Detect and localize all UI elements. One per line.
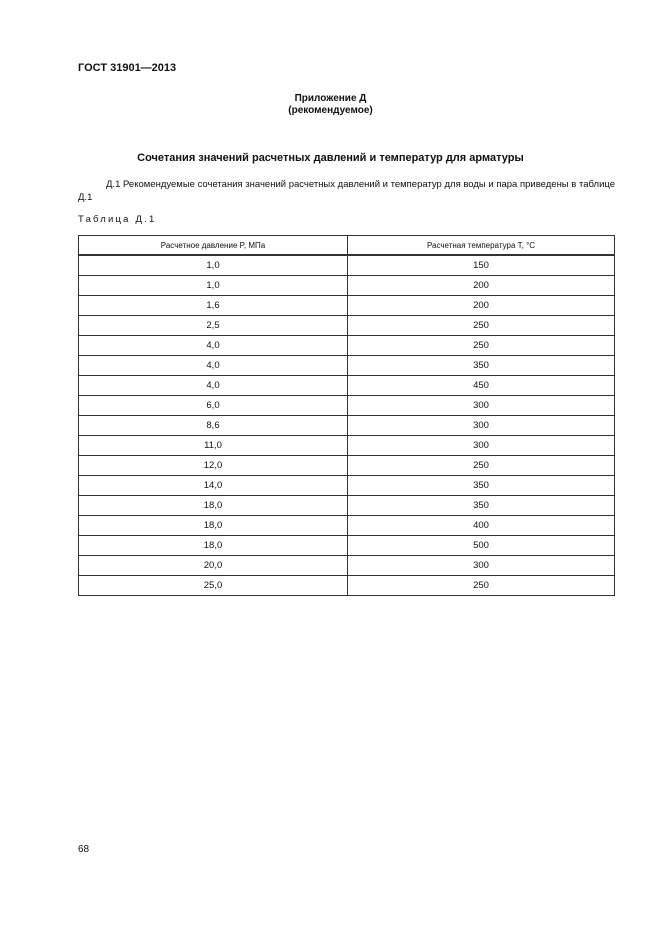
- cell-pressure: 4,0: [79, 336, 348, 356]
- table-row: [79, 396, 615, 416]
- table-caption: Таблица Д.1: [78, 214, 157, 225]
- table-row: [79, 336, 615, 356]
- cell-pressure: 1,0: [79, 276, 348, 296]
- table-row: [79, 376, 615, 396]
- standard-code: ГОСТ 31901—2013: [78, 62, 177, 74]
- cell-temperature: 250: [348, 336, 615, 356]
- appendix-title: Приложение Д: [294, 93, 367, 104]
- table-row: [79, 556, 615, 576]
- table-row: [79, 516, 615, 536]
- cell-pressure: 14,0: [79, 476, 348, 496]
- cell-temperature: 350: [348, 356, 615, 376]
- cell-pressure: 20,0: [79, 556, 348, 576]
- cell-pressure: 8,6: [79, 416, 348, 436]
- table-row: [79, 276, 615, 296]
- cell-pressure: 1,0: [79, 255, 348, 276]
- cell-temperature: 400: [348, 516, 615, 536]
- table-row: [79, 476, 615, 496]
- cell-temperature: 500: [348, 536, 615, 556]
- cell-temperature: 250: [348, 576, 615, 596]
- table-row: [79, 356, 615, 376]
- cell-temperature: 200: [348, 276, 615, 296]
- table-row: [79, 436, 615, 456]
- table-row: [79, 456, 615, 476]
- cell-temperature: 300: [348, 416, 615, 436]
- cell-temperature: 300: [348, 396, 615, 416]
- cell-pressure: 18,0: [79, 516, 348, 536]
- cell-pressure: 18,0: [79, 496, 348, 516]
- section-paragraph: Д.1 Рекомендуемые сочетания значений расчетных давлений и температур для воды и пара приведены в таблице Д.1: [78, 179, 615, 203]
- table-row: [79, 316, 615, 336]
- table-row: [79, 255, 615, 276]
- cell-temperature: 150: [348, 255, 615, 276]
- cell-temperature: 300: [348, 556, 615, 576]
- page-number: 68: [78, 844, 90, 855]
- section-title: Сочетания значений расчетных давлений и температур для арматуры: [137, 152, 524, 164]
- cell-temperature: 350: [348, 476, 615, 496]
- table-row: [79, 496, 615, 516]
- cell-pressure: 11,0: [79, 436, 348, 456]
- cell-temperature: 200: [348, 296, 615, 316]
- appendix-subtitle: (рекомендуемое): [288, 105, 373, 116]
- cell-pressure: 1,6: [79, 296, 348, 316]
- cell-pressure: 25,0: [79, 576, 348, 596]
- header-temperature: Расчетная температура T, °С: [348, 236, 615, 256]
- cell-pressure: 4,0: [79, 376, 348, 396]
- table-row: [79, 536, 615, 556]
- table-body: [79, 255, 615, 596]
- cell-pressure: 12,0: [79, 456, 348, 476]
- table-header-row: [79, 236, 615, 256]
- appendix-heading: [0, 93, 661, 117]
- cell-temperature: 450: [348, 376, 615, 396]
- table-row: [79, 296, 615, 316]
- cell-pressure: 18,0: [79, 536, 348, 556]
- data-table: [78, 235, 615, 596]
- cell-pressure: 4,0: [79, 356, 348, 376]
- header-pressure: Расчетное давление P, МПа: [79, 236, 348, 256]
- table-row: [79, 416, 615, 436]
- cell-pressure: 6,0: [79, 396, 348, 416]
- cell-temperature: 300: [348, 436, 615, 456]
- cell-pressure: 2,5: [79, 316, 348, 336]
- cell-temperature: 250: [348, 316, 615, 336]
- cell-temperature: 250: [348, 456, 615, 476]
- cell-temperature: 350: [348, 496, 615, 516]
- table-row: [79, 576, 615, 596]
